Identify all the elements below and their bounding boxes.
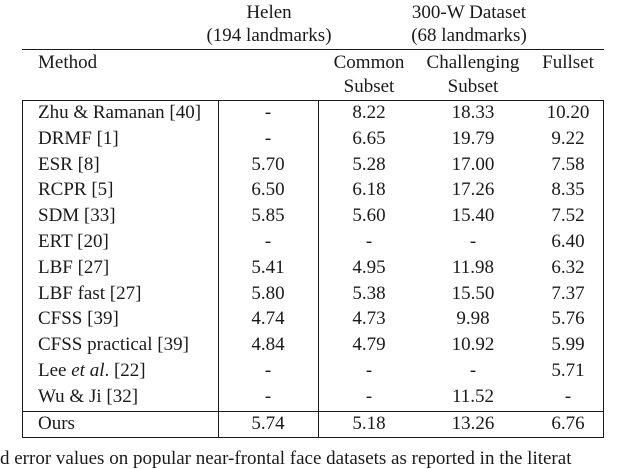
row-fullset: 5.99 bbox=[551, 334, 585, 356]
row-helen: 5.41 bbox=[251, 256, 285, 278]
row-method: DRMF [1] bbox=[38, 127, 119, 149]
row-common: 4.95 bbox=[352, 256, 386, 278]
row-challenging: 9.98 bbox=[456, 308, 490, 330]
row-method: CFSS [39] bbox=[38, 308, 119, 330]
ours-separator-rule bbox=[22, 411, 604, 412]
ours-method: Ours bbox=[38, 413, 75, 434]
row-method-italic: et al bbox=[71, 360, 105, 381]
row-method: LBF fast [27] bbox=[38, 282, 142, 304]
row-method-prefix: Lee bbox=[38, 360, 72, 381]
row-method: Wu & Ji [32] bbox=[38, 385, 139, 407]
header-helen-landmarks: (194 landmarks) bbox=[206, 25, 332, 46]
row-challenging: 15.40 bbox=[451, 205, 495, 227]
row-common: 8.22 bbox=[352, 102, 386, 123]
row-fullset: 9.22 bbox=[551, 127, 585, 149]
column-header-rule bbox=[22, 100, 604, 101]
right-border bbox=[603, 100, 604, 438]
header-challenging-1: Challenging bbox=[426, 52, 520, 73]
row-fullset: 7.58 bbox=[551, 153, 585, 175]
header-common-1: Common bbox=[333, 52, 405, 73]
row-fullset: 8.35 bbox=[551, 179, 585, 201]
header-rule bbox=[22, 49, 604, 50]
row-challenging: 19.79 bbox=[451, 127, 495, 149]
row-helen: - bbox=[264, 231, 272, 252]
method-column-divider bbox=[218, 100, 219, 438]
row-common: 4.73 bbox=[352, 308, 386, 330]
row-method: SDM [33] bbox=[38, 205, 116, 227]
ours-fullset: 6.76 bbox=[551, 413, 585, 434]
row-common: - bbox=[365, 385, 373, 407]
row-fullset: 6.40 bbox=[551, 231, 585, 252]
row-common: - bbox=[365, 360, 373, 381]
ours-helen: 5.74 bbox=[251, 413, 285, 434]
row-helen: 4.74 bbox=[251, 308, 285, 330]
row-common: 6.18 bbox=[352, 179, 386, 201]
row-common: 5.28 bbox=[352, 153, 386, 175]
row-challenging: 17.00 bbox=[451, 153, 495, 175]
helen-column-divider bbox=[318, 100, 319, 438]
header-fullset: Fullset bbox=[542, 52, 594, 73]
row-helen: 5.85 bbox=[251, 205, 285, 227]
row-challenging: 15.50 bbox=[451, 282, 495, 304]
row-fullset: 5.71 bbox=[551, 360, 585, 381]
row-helen: - bbox=[264, 360, 272, 381]
row-fullset: 5.76 bbox=[551, 308, 585, 330]
header-common-2: Subset bbox=[343, 76, 395, 97]
row-method: LBF [27] bbox=[38, 256, 110, 278]
table-caption: d error values on popular near-frontal face datasets as reported in the literat bbox=[0, 448, 572, 469]
row-common: 5.60 bbox=[352, 205, 386, 227]
row-challenging: 18.33 bbox=[451, 102, 495, 123]
row-fullset: 6.32 bbox=[551, 256, 585, 278]
row-helen: - bbox=[264, 385, 272, 407]
row-common: 4.79 bbox=[352, 334, 386, 356]
row-helen: 6.50 bbox=[251, 179, 285, 201]
row-challenging: 10.92 bbox=[451, 334, 495, 356]
row-challenging: - bbox=[469, 231, 477, 252]
row-challenging: 11.52 bbox=[451, 385, 495, 407]
header-method: Method bbox=[38, 52, 98, 73]
row-challenging: - bbox=[469, 360, 477, 381]
row-common: - bbox=[365, 231, 373, 252]
row-method: ERT [20] bbox=[38, 231, 109, 252]
row-common: 5.38 bbox=[352, 282, 386, 304]
header-challenging-2: Subset bbox=[447, 76, 499, 97]
row-common: 6.65 bbox=[352, 127, 386, 149]
row-helen: 4.84 bbox=[251, 334, 285, 356]
header-300w-landmarks: (68 landmarks) bbox=[411, 25, 527, 46]
row-helen: - bbox=[264, 102, 272, 123]
row-challenging: 17.26 bbox=[451, 179, 495, 201]
row-fullset: 7.37 bbox=[551, 282, 585, 304]
row-method: CFSS practical [39] bbox=[38, 334, 189, 356]
row-fullset: 7.52 bbox=[551, 205, 585, 227]
row-method-suffix: . [22] bbox=[104, 360, 146, 381]
row-helen: 5.80 bbox=[251, 282, 285, 304]
row-method: Zhu & Ramanan [40] bbox=[38, 102, 202, 123]
row-helen: - bbox=[264, 127, 272, 149]
row-method: RCPR [5] bbox=[38, 179, 114, 201]
row-fullset: - bbox=[564, 385, 572, 407]
ours-challenging: 13.26 bbox=[451, 413, 495, 434]
row-method: ESR [8] bbox=[38, 153, 100, 175]
ours-common: 5.18 bbox=[352, 413, 386, 434]
header-300w-title: 300-W Dataset bbox=[411, 2, 527, 23]
table-bottom-rule bbox=[22, 437, 604, 438]
header-helen-title: Helen bbox=[246, 2, 292, 23]
row-method bbox=[38, 360, 146, 382]
row-helen: 5.70 bbox=[251, 153, 285, 175]
left-border bbox=[22, 100, 23, 438]
row-challenging: 11.98 bbox=[451, 256, 495, 278]
row-fullset: 10.20 bbox=[546, 102, 590, 123]
